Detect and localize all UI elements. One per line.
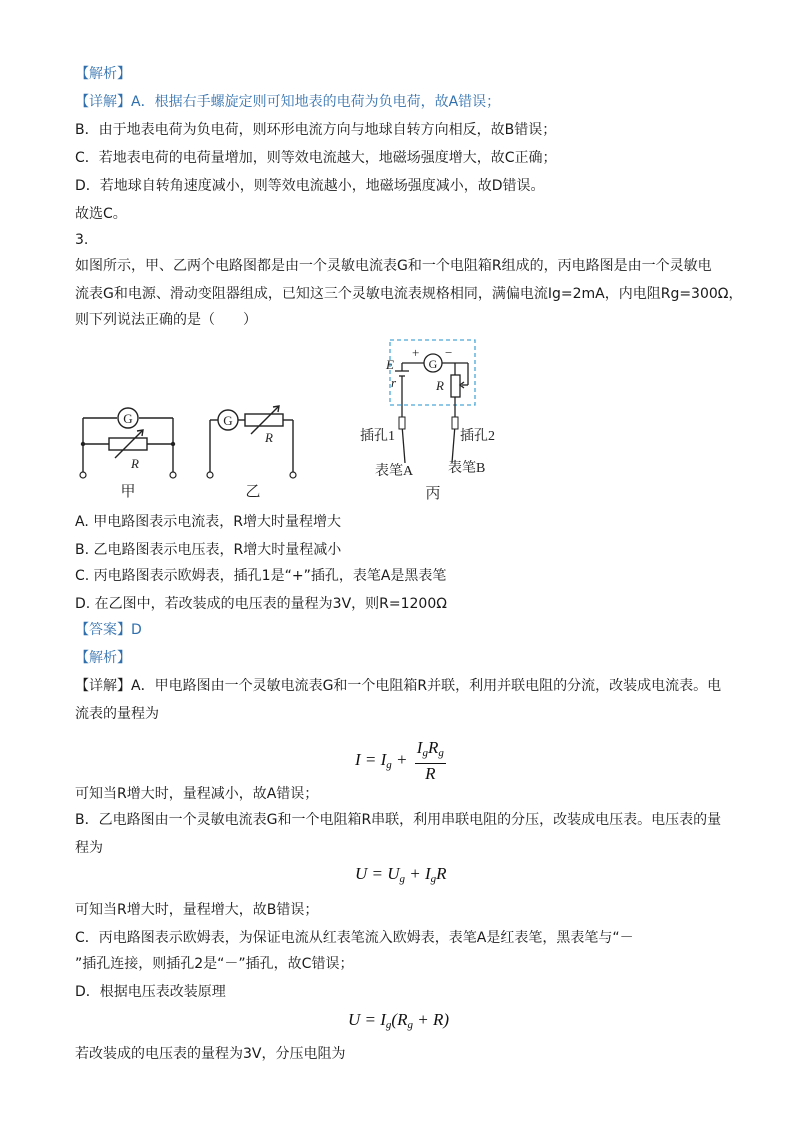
solution-line-10: 若改装成的电压表的量程为3V，分压电阻为 bbox=[75, 1046, 346, 1062]
bing-pen-b: 表笔B bbox=[448, 461, 486, 476]
detail-line-c: C．若地表电荷的电荷量增加，则等效电流越大，地磁场强度增大，故C正确； bbox=[75, 150, 557, 166]
jia-r-label: R bbox=[131, 456, 139, 471]
question-line-2: 流表G和电源、滑动变阻器组成，已知这三个灵敏电流表规格相同，满偏电流Ig=2mA，内电阻Rg=300Ω， bbox=[75, 286, 743, 302]
bing-plus: + bbox=[412, 345, 420, 360]
answer-line: 【答案】D bbox=[75, 622, 142, 638]
option-c: C. 丙电路图表示欧姆表，插孔1是“+”插孔，表笔A是黑表笔 bbox=[75, 568, 447, 584]
detail-line-1 bbox=[75, 92, 500, 112]
solution-line-5: 程为 bbox=[75, 840, 103, 856]
choice-line: 故选C。 bbox=[75, 206, 127, 222]
solution-line-9: D．根据电压表改装原理 bbox=[75, 984, 226, 1000]
circuit-bing bbox=[350, 335, 510, 505]
solution-line-7: C．丙电路图表示欧姆表，为保证电流从红表笔流入欧姆表，表笔A是红表笔，黑表笔与“－ bbox=[75, 930, 634, 946]
analysis-heading-2: 【解析】 bbox=[75, 650, 131, 666]
solution-line-2: 流表的量程为 bbox=[75, 706, 159, 722]
bing-caption: 丙 bbox=[425, 486, 441, 502]
bing-hole1: 插孔1 bbox=[360, 429, 395, 444]
solution-line-3: 可知当R增大时，量程减小，故A错误； bbox=[75, 786, 319, 802]
detail-line-b: B．由于地表电荷为负电荷，则环形电流方向与地球自转方向相反，故B错误； bbox=[75, 122, 557, 138]
jia-g-label: G bbox=[123, 411, 133, 426]
solution-line-1: 【详解】A．甲电路图由一个灵敏电流表G和一个电阻箱R并联，利用并联电阻的分流，改装成电流表。电 bbox=[75, 678, 722, 694]
circuit-yi bbox=[205, 400, 305, 500]
option-b: B. 乙电路图表示电压表，R增大时量程减小 bbox=[75, 542, 342, 558]
bing-pen-a: 表笔A bbox=[375, 464, 414, 479]
detail-line-d: D．若地球自转角速度减小，则等效电流越小，地磁场强度减小，故D错误。 bbox=[75, 178, 545, 194]
formula-current-range: $I = I_g$ + $\frac{I_gR_g}{R}$ bbox=[355, 738, 444, 783]
yi-r-label: R bbox=[265, 430, 273, 445]
option-a: A. 甲电路图表示电流表，R增大时量程增大 bbox=[75, 514, 341, 530]
bing-g-label: G bbox=[428, 357, 438, 371]
solution-line-4: B．乙电路图由一个灵敏电流表G和一个电阻箱R串联，利用串联电阻的分压，改装成电压表。电压表的量 bbox=[75, 812, 722, 828]
jia-caption: 甲 bbox=[120, 484, 136, 500]
analysis-heading: 【解析】 bbox=[75, 66, 131, 82]
option-d: D. 在乙图中，若改装成的电压表的量程为3V，则R=1200Ω bbox=[75, 596, 447, 612]
bing-hole2: 插孔2 bbox=[460, 429, 495, 444]
formula-voltage-principle: $U = I_g(R_g + R)$ bbox=[348, 1010, 449, 1031]
bing-minus: − bbox=[445, 345, 453, 360]
detail-tag: 【详解】A．根据右手螺旋定则可知地表的电荷为负电荷，故A错误； bbox=[75, 94, 501, 110]
yi-caption: 乙 bbox=[245, 484, 261, 500]
bing-e: E bbox=[386, 357, 394, 372]
yi-g-label: G bbox=[223, 413, 233, 428]
solution-line-6: 可知当R增大时，量程增大，故B错误； bbox=[75, 902, 319, 918]
bing-r: R bbox=[436, 378, 444, 393]
question-line-1: 如图所示，甲、乙两个电路图都是由一个灵敏电流表G和一个电阻箱R组成的，丙电路图是由一个灵敏电 bbox=[75, 258, 712, 274]
solution-line-8: ”插孔连接，则插孔2是“－”插孔，故C错误； bbox=[75, 956, 354, 972]
question-number: 3. bbox=[75, 232, 89, 248]
formula-voltage-range: $U = U_g + I_gR$ bbox=[355, 864, 447, 885]
circuit-jia bbox=[75, 400, 190, 500]
question-line-3: 则下列说法正确的是（ ） bbox=[75, 312, 257, 328]
bing-r-internal: r bbox=[390, 375, 396, 390]
